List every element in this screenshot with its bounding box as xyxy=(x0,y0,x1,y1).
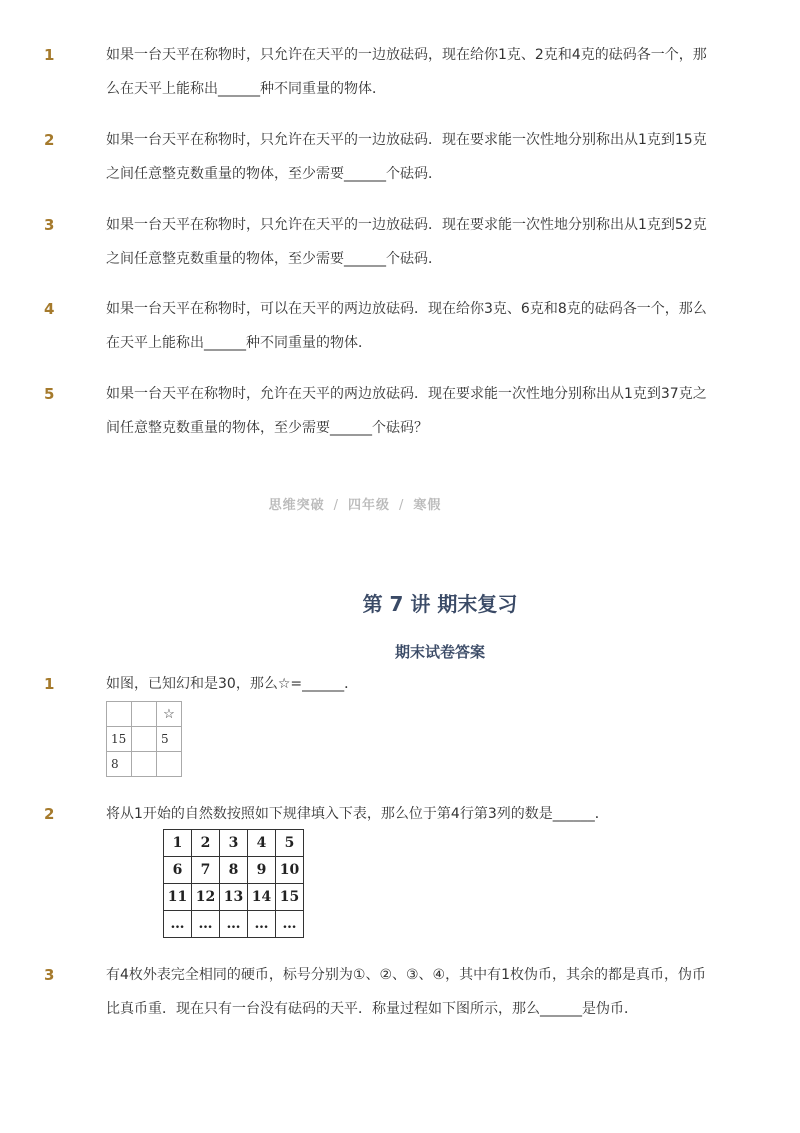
table-cell: 9 xyxy=(248,857,276,884)
table-row xyxy=(164,857,304,884)
table-cell: 14 xyxy=(248,884,276,911)
table-cell xyxy=(107,702,132,727)
table-cell: 15 xyxy=(276,884,304,911)
question-number: 2 xyxy=(44,131,55,149)
table-cell: … xyxy=(248,911,276,938)
table-cell: … xyxy=(164,911,192,938)
lesson-title: 第 7 讲 期末复习 xyxy=(362,592,518,616)
question-text: 如果一台天平在称物时，只允许在天平的一边放砝码．现在要求能一次性地分别称出从1克到52克之间任意整克数重量的物体，至少需要______个砝码． xyxy=(106,217,707,267)
table-row xyxy=(107,752,182,777)
table-cell: 7 xyxy=(192,857,220,884)
table-row xyxy=(164,911,304,938)
question-number: 1 xyxy=(44,46,55,64)
question-text: 如果一台天平在称物时，允许在天平的两边放砝码．现在要求能一次性地分别称出从1克到37克之间任意整克数重量的物体，至少需要______个砝码？ xyxy=(106,386,707,436)
table-cell: 12 xyxy=(192,884,220,911)
table-cell: 10 xyxy=(276,857,304,884)
table-cell: 3 xyxy=(220,830,248,857)
star-cell: ☆ xyxy=(157,702,182,727)
table-cell: 5 xyxy=(157,727,182,752)
question-text: 如果一台天平在称物时，只允许在天平的一边放砝码．现在要求能一次性地分别称出从1克到15克之间任意整克数重量的物体，至少需要______个砝码． xyxy=(106,132,707,182)
table-cell xyxy=(132,752,157,777)
question-number: 3 xyxy=(44,966,55,984)
question-number: 2 xyxy=(44,805,55,823)
table-cell: 4 xyxy=(248,830,276,857)
question-text: 如图，已知幻和是30，那么☆=______． xyxy=(106,676,359,692)
question-number: 5 xyxy=(44,385,55,403)
table-cell xyxy=(132,702,157,727)
question-number: 1 xyxy=(44,675,55,693)
footer-separator: / xyxy=(333,498,339,513)
table-cell: 8 xyxy=(107,752,132,777)
table-cell: 5 xyxy=(276,830,304,857)
table-cell: 13 xyxy=(220,884,248,911)
question-text: 如果一台天平在称物时，只允许在天平的一边放砝码，现在给你1克、2克和4克的砝码各一个，那么在天平上能称出______种不同重量的物体． xyxy=(106,47,707,97)
table-cell xyxy=(157,752,182,777)
table-row xyxy=(107,702,182,727)
question-number: 4 xyxy=(44,300,55,318)
table-cell xyxy=(132,727,157,752)
table-row xyxy=(107,727,182,752)
table-cell: 11 xyxy=(164,884,192,911)
table-cell: 8 xyxy=(220,857,248,884)
footer-term: 寒假 xyxy=(413,498,442,513)
table-row xyxy=(164,884,304,911)
footer-brand: 思维突破 xyxy=(268,498,325,513)
footer-grade: 四年级 xyxy=(347,498,390,513)
table-cell: 1 xyxy=(164,830,192,857)
table-row xyxy=(164,830,304,857)
table-cell: … xyxy=(276,911,304,938)
footer-separator: / xyxy=(399,498,405,513)
question-number: 3 xyxy=(44,216,55,234)
question-text: 有4枚外表完全相同的硬币，标号分别为①、②、③、④，其中有1枚伪币，其余的都是真币，伪币比真币重．现在只有一台没有砝码的天平．称量过程如下图所示，那么______是伪币． xyxy=(106,967,707,1017)
table-cell: … xyxy=(220,911,248,938)
question-text: 将从1开始的自然数按照如下规律填入下表，那么位于第4行第3列的数是______． xyxy=(106,806,609,822)
table-cell: 15 xyxy=(107,727,132,752)
table-cell: 2 xyxy=(192,830,220,857)
number-grid-table xyxy=(163,829,304,938)
question-text: 如果一台天平在称物时，可以在天平的两边放砝码．现在给你3克、6克和8克的砝码各一个，那么在天平上能称出______种不同重量的物体． xyxy=(106,301,707,351)
section-title: 期末试卷答案 xyxy=(394,643,485,661)
page-footer xyxy=(0,494,710,513)
magic-square-table xyxy=(106,701,182,777)
table-cell: 6 xyxy=(164,857,192,884)
table-cell: … xyxy=(192,911,220,938)
